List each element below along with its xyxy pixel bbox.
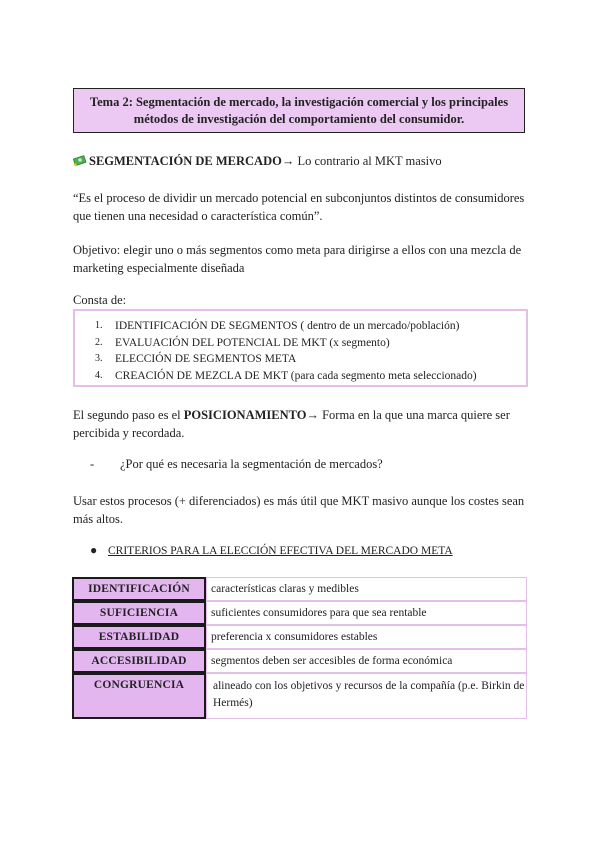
question-text: ¿Por qué es necesaria la segmentación de mercados? (120, 457, 383, 471)
title-line-1: Tema 2: Segmentación de mercado, la investigación comercial y los principales (89, 94, 509, 109)
step-text: ELECCIÓN DE SEGMENTOS META (115, 353, 297, 365)
criterion-value: características claras y medibles (206, 577, 527, 601)
consta-label: Consta de: (73, 293, 127, 307)
criterios-heading (90, 543, 453, 558)
criterion-key: CONGRUENCIA (72, 673, 206, 719)
criterion-value: segmentos deben ser accesibles de forma económica (206, 649, 527, 673)
bullet-icon: ● (90, 543, 98, 557)
pos-bold: POSICIONAMIENTO (183, 408, 307, 422)
list-item (95, 368, 477, 385)
title-line-2: métodos de investigación del comportamiento del consumidor. (133, 111, 465, 126)
table-row (72, 625, 527, 649)
step-number: 2. (95, 336, 103, 348)
arrow-glyph: → (281, 154, 295, 168)
criterion-key: ESTABILIDAD (72, 625, 206, 649)
table-row (72, 577, 527, 601)
step-number: 1. (95, 320, 103, 331)
criterios-title: CRITERIOS PARA LA ELECCIÓN EFECTIVA DEL MERCADO META (108, 545, 453, 557)
definition-quote: “Es el proceso de dividir un mercado potencial en subconjuntos distintos de consumidores que tienen una necesidad o característica común”. (73, 191, 525, 223)
step-text: EVALUACIÓN DEL POTENCIAL DE MKT (x segmento) (115, 336, 390, 349)
criterios-table (72, 577, 527, 719)
list-item (95, 335, 477, 352)
step-text: IDENTIFICACIÓN DE SEGMENTOS ( dentro de un mercado/población) (115, 320, 460, 332)
question-item (90, 457, 383, 472)
criterion-key: SUFICIENCIA (72, 601, 206, 625)
criterion-value: preferencia x consumidores estables (206, 625, 527, 649)
criterion-key: ACCESIBILIDAD (72, 649, 206, 673)
list-item (95, 351, 477, 368)
steps-list (95, 318, 477, 384)
title-box (73, 88, 525, 133)
segmentacion-title: SEGMENTACIÓN DE MERCADO (89, 154, 282, 168)
table-row (72, 673, 527, 719)
criterion-key: IDENTIFICACIÓN (72, 577, 206, 601)
criterion-value: suficientes consumidores para que sea rentable (206, 601, 527, 625)
dash-marker: - (90, 457, 95, 471)
segmentacion-heading (73, 152, 533, 170)
money-icon (73, 153, 87, 167)
list-item (95, 318, 477, 335)
pos-post: → Forma en la que una marca quiere ser percibida y recordada. (73, 408, 510, 440)
pos-pre: El segundo paso es el (73, 408, 184, 422)
usar-text: Usar estos procesos (+ diferenciados) es más útil que MKT masivo aunque los costes sean más altos. (73, 494, 525, 526)
segmentacion-note: Lo contrario al MKT masivo (294, 154, 442, 168)
criterion-value: alineado con los objetivos y recursos de la compañía (p.e. Birkin de Hermés) (206, 673, 527, 719)
steps-box (73, 309, 528, 387)
step-number: 4. (95, 369, 103, 381)
step-text: CREACIÓN DE MEZCLA DE MKT (para cada segmento meta seleccionado) (115, 369, 477, 382)
step-number: 3. (95, 353, 103, 364)
table-row (72, 601, 527, 625)
objective-text: Objetivo: elegir uno o más segmentos como meta para dirigirse a ellos con una mezcla de marketing especialmente diseñada (73, 243, 522, 275)
table-row (72, 649, 527, 673)
posicionamiento-text (73, 406, 533, 442)
